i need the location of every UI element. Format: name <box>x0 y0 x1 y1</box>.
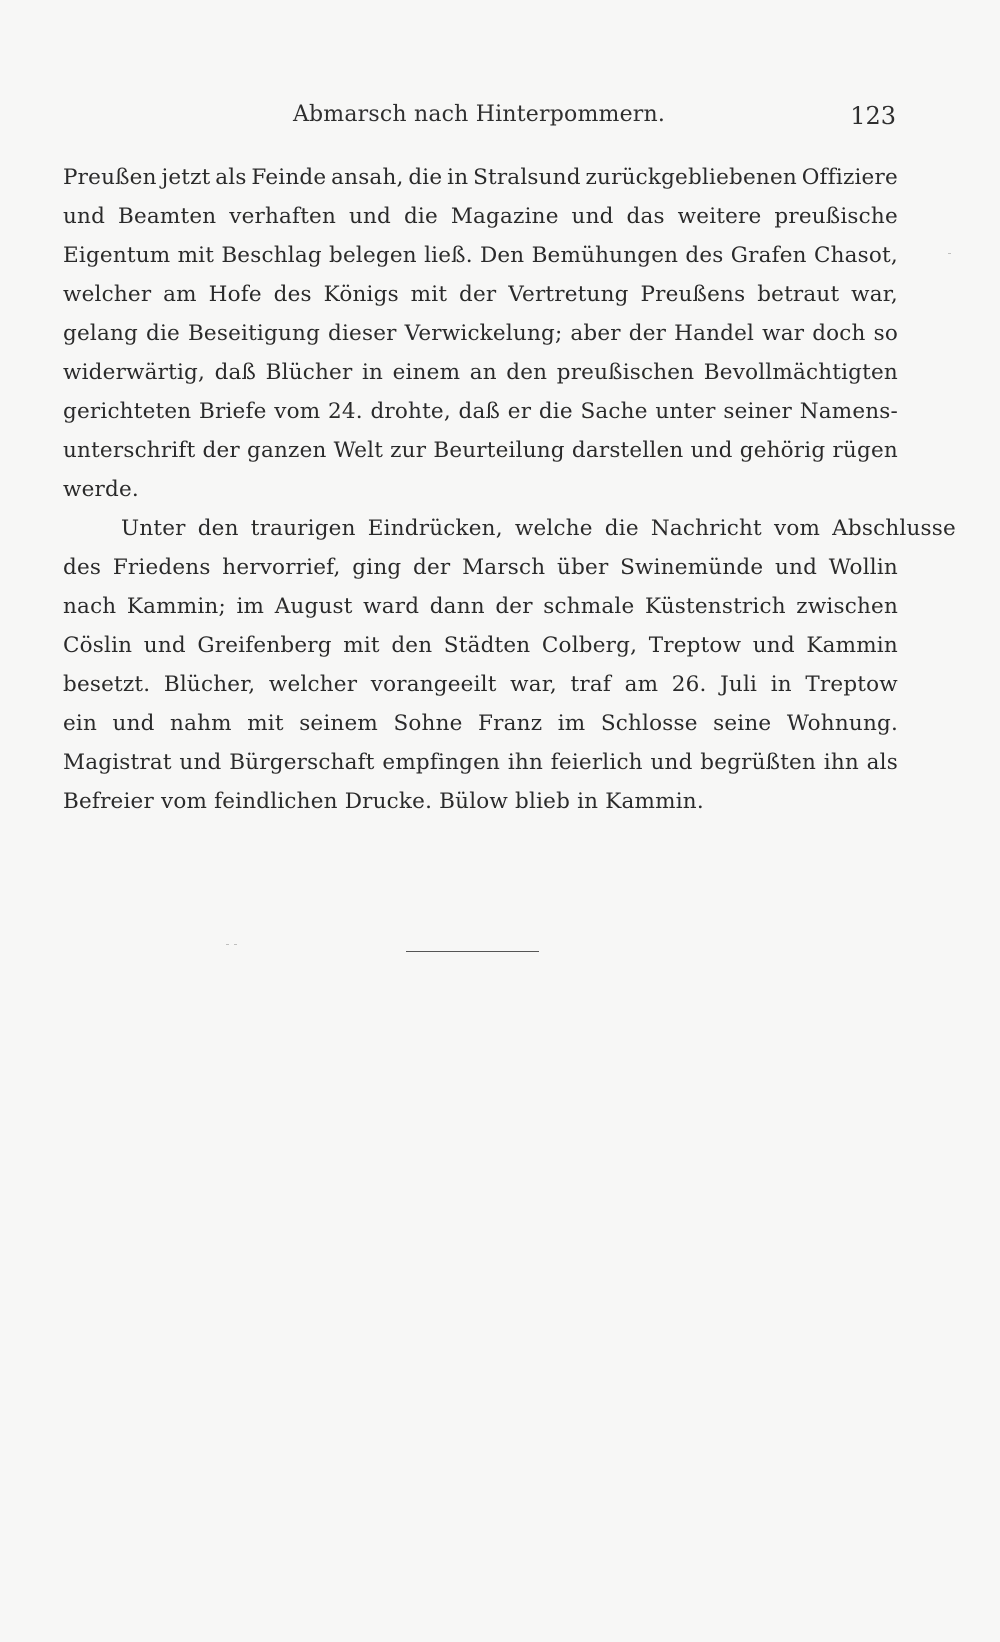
word: Kammin <box>806 633 898 658</box>
word: betraut <box>757 282 840 307</box>
word: Treptow <box>805 672 898 697</box>
word: Kammin; <box>126 594 226 619</box>
word: und <box>650 750 693 775</box>
paragraph-2 <box>63 509 956 821</box>
word: im <box>557 711 586 736</box>
word: Blücher, <box>163 672 256 697</box>
word: der <box>202 438 240 463</box>
word: die <box>403 204 438 229</box>
word: Beschlag <box>221 243 322 268</box>
word: weitere <box>677 204 762 229</box>
word: ging <box>352 555 402 580</box>
word: und <box>179 750 222 775</box>
word: traf <box>570 672 612 697</box>
word: Unter <box>121 516 186 541</box>
word: dann <box>429 594 485 619</box>
word: Magazine <box>450 204 559 229</box>
word: der <box>628 321 667 346</box>
word: Schlosse <box>600 711 698 736</box>
word: feierlich <box>550 750 643 775</box>
scan-speck <box>948 253 951 254</box>
word: Cöslin <box>63 633 133 658</box>
paragraph-1-line-3 <box>63 236 898 275</box>
word: vorangeeilt <box>370 672 497 697</box>
word: Wohnung. <box>786 711 898 736</box>
paragraph-1-line-8 <box>63 431 898 470</box>
word: der <box>495 594 533 619</box>
word: Eigentum <box>63 243 171 268</box>
word: der <box>459 282 497 307</box>
word: gerichteten <box>63 399 192 424</box>
paragraph-2-line-8: Befreier vom feindlichen Drucke. Bülow blieb in Kammin. <box>63 789 704 814</box>
word: mit <box>247 711 284 736</box>
word: aber <box>570 321 621 346</box>
word: dieser <box>328 321 397 346</box>
word: war, <box>851 282 898 307</box>
word: begrüßten <box>700 750 817 775</box>
word: Nachricht <box>650 516 762 541</box>
paragraph-1 <box>63 158 898 509</box>
word: und <box>690 438 733 463</box>
running-title: Abmarsch nach Hinterpommern. <box>292 102 666 127</box>
word: am <box>624 672 659 697</box>
word: die <box>145 321 180 346</box>
word: war <box>762 321 805 346</box>
word: besetzt. <box>63 672 151 697</box>
word: Bürgerschaft <box>229 750 375 775</box>
word: Chasot, <box>813 243 898 268</box>
paragraph-2-line-4 <box>63 626 898 665</box>
word: und <box>774 555 818 580</box>
word: Beseitigung <box>187 321 321 346</box>
word: daß <box>458 399 501 424</box>
word: ihn <box>823 750 859 775</box>
paragraph-2-line-5 <box>63 665 898 704</box>
word: ließ. <box>424 243 473 268</box>
word: Magistrat <box>63 750 172 775</box>
word: daß <box>214 360 257 385</box>
word: und <box>112 711 155 736</box>
word: Franz <box>478 711 543 736</box>
word: Grafen <box>730 243 807 268</box>
word: hervorrief, <box>222 555 341 580</box>
word: Wollin <box>828 555 898 580</box>
paragraph-2-line-6 <box>63 704 898 743</box>
word: Küstenstrich <box>644 594 786 619</box>
word: den <box>506 360 548 385</box>
word: Blücher <box>265 360 353 385</box>
word: Städten <box>443 633 531 658</box>
paragraph-1-line-1 <box>63 158 898 197</box>
word: war, <box>510 672 557 697</box>
word: zurückgebliebenen <box>585 165 797 190</box>
word: das <box>626 204 665 229</box>
word: 24. <box>327 399 363 424</box>
word: Preußen <box>63 165 157 190</box>
word: die <box>604 516 639 541</box>
word: Beamten <box>117 204 217 229</box>
word: Greifenberg <box>197 633 332 658</box>
word: 26. <box>671 672 707 697</box>
word: Bevollmächtigten <box>703 360 898 385</box>
word: der <box>413 555 451 580</box>
word: Juli <box>720 672 758 697</box>
word: unterschrift <box>63 438 196 463</box>
page-number: 123 <box>850 102 896 130</box>
body-text <box>63 158 956 821</box>
word: Preußens <box>640 282 746 307</box>
word: seinem <box>299 711 378 736</box>
word: über <box>557 555 609 580</box>
word: Friedens <box>112 555 211 580</box>
word: Treptow <box>648 633 742 658</box>
word: und <box>752 633 795 658</box>
paragraph-2-line-7 <box>63 743 898 782</box>
word: in <box>447 165 469 190</box>
page-header <box>60 102 898 138</box>
word: zwischen <box>796 594 898 619</box>
word: Namens- <box>799 399 898 424</box>
word: ward <box>363 594 420 619</box>
word: ansah, <box>331 165 404 190</box>
word: als <box>215 165 247 190</box>
word: Feinde <box>251 165 327 190</box>
word: belegen <box>329 243 417 268</box>
paragraph-2-line-1 <box>63 509 956 548</box>
word: ein <box>63 711 98 736</box>
word: Abschlusse <box>832 516 956 541</box>
word: Verwickelung; <box>404 321 563 346</box>
word: im <box>236 594 265 619</box>
word: in <box>770 672 792 697</box>
word: verhaften <box>229 204 337 229</box>
word: nach <box>63 594 117 619</box>
word: darstellen <box>571 438 684 463</box>
word: des <box>63 555 102 580</box>
section-end-rule <box>406 951 539 952</box>
word: ganzen <box>247 438 327 463</box>
word: ihn <box>507 750 543 775</box>
word: Hofe <box>208 282 262 307</box>
word: Colberg, <box>541 633 638 658</box>
word: mit <box>343 633 380 658</box>
paragraph-2-line-3 <box>63 587 898 626</box>
word: den <box>197 516 239 541</box>
word: rügen <box>832 438 898 463</box>
word: Offiziere <box>801 165 898 190</box>
word: Briefe <box>198 399 267 424</box>
word: Beurteilung <box>433 438 565 463</box>
word: die <box>538 399 573 424</box>
word: und <box>571 204 614 229</box>
word: widerwärtig, <box>63 360 206 385</box>
word: drohte, <box>370 399 451 424</box>
word: am <box>163 282 197 307</box>
word: vom <box>773 516 821 541</box>
word: er <box>507 399 532 424</box>
scan-speck <box>226 944 229 945</box>
word: Welt <box>333 438 384 463</box>
paragraph-1-line-5 <box>63 314 898 353</box>
word: Bemühungen <box>531 243 679 268</box>
word: schmale <box>543 594 635 619</box>
word: Vertretung <box>508 282 629 307</box>
word: Den <box>479 243 525 268</box>
word: mit <box>177 243 215 268</box>
word: als <box>866 750 898 775</box>
paragraph-1-line-2 <box>63 197 898 236</box>
word: Marsch <box>462 555 546 580</box>
word: gelang <box>63 321 138 346</box>
word: Eindrücken, <box>367 516 503 541</box>
word: mit <box>410 282 448 307</box>
paragraph-2-line-2 <box>63 548 898 587</box>
word: Königs <box>323 282 399 307</box>
word: vom <box>274 399 321 424</box>
word: Sohne <box>393 711 463 736</box>
word: welche <box>514 516 593 541</box>
word: die <box>408 165 443 190</box>
word: und <box>63 204 106 229</box>
word: gehörig <box>739 438 826 463</box>
word: einem <box>392 360 461 385</box>
word: nahm <box>170 711 232 736</box>
word: zur <box>390 438 427 463</box>
word: so <box>873 321 898 346</box>
paragraph-1-line-7 <box>63 392 898 431</box>
paragraph-1-line-9: werde. <box>63 477 139 502</box>
word: empfingen <box>382 750 501 775</box>
paragraph-1-line-4 <box>63 275 898 314</box>
word: und <box>143 633 186 658</box>
word: in <box>361 360 384 385</box>
word: Swinemünde <box>620 555 764 580</box>
word: traurigen <box>250 516 356 541</box>
word: des <box>273 282 312 307</box>
word: preußische <box>774 204 898 229</box>
word: und <box>348 204 392 229</box>
word: doch <box>812 321 866 346</box>
paragraph-1-line-6 <box>63 353 898 392</box>
scan-speck <box>234 944 237 945</box>
word: des <box>685 243 724 268</box>
word: Stralsund <box>473 165 581 190</box>
word: seine <box>713 711 772 736</box>
word: preußischen <box>556 360 695 385</box>
word: welcher <box>268 672 358 697</box>
word: den <box>391 633 433 658</box>
word: jetzt <box>161 165 211 190</box>
word: August <box>274 594 353 619</box>
word: seiner <box>723 399 793 424</box>
word: Handel <box>674 321 755 346</box>
word: Sache <box>580 399 648 424</box>
word: an <box>469 360 497 385</box>
word: welcher <box>63 282 152 307</box>
word: unter <box>655 399 716 424</box>
